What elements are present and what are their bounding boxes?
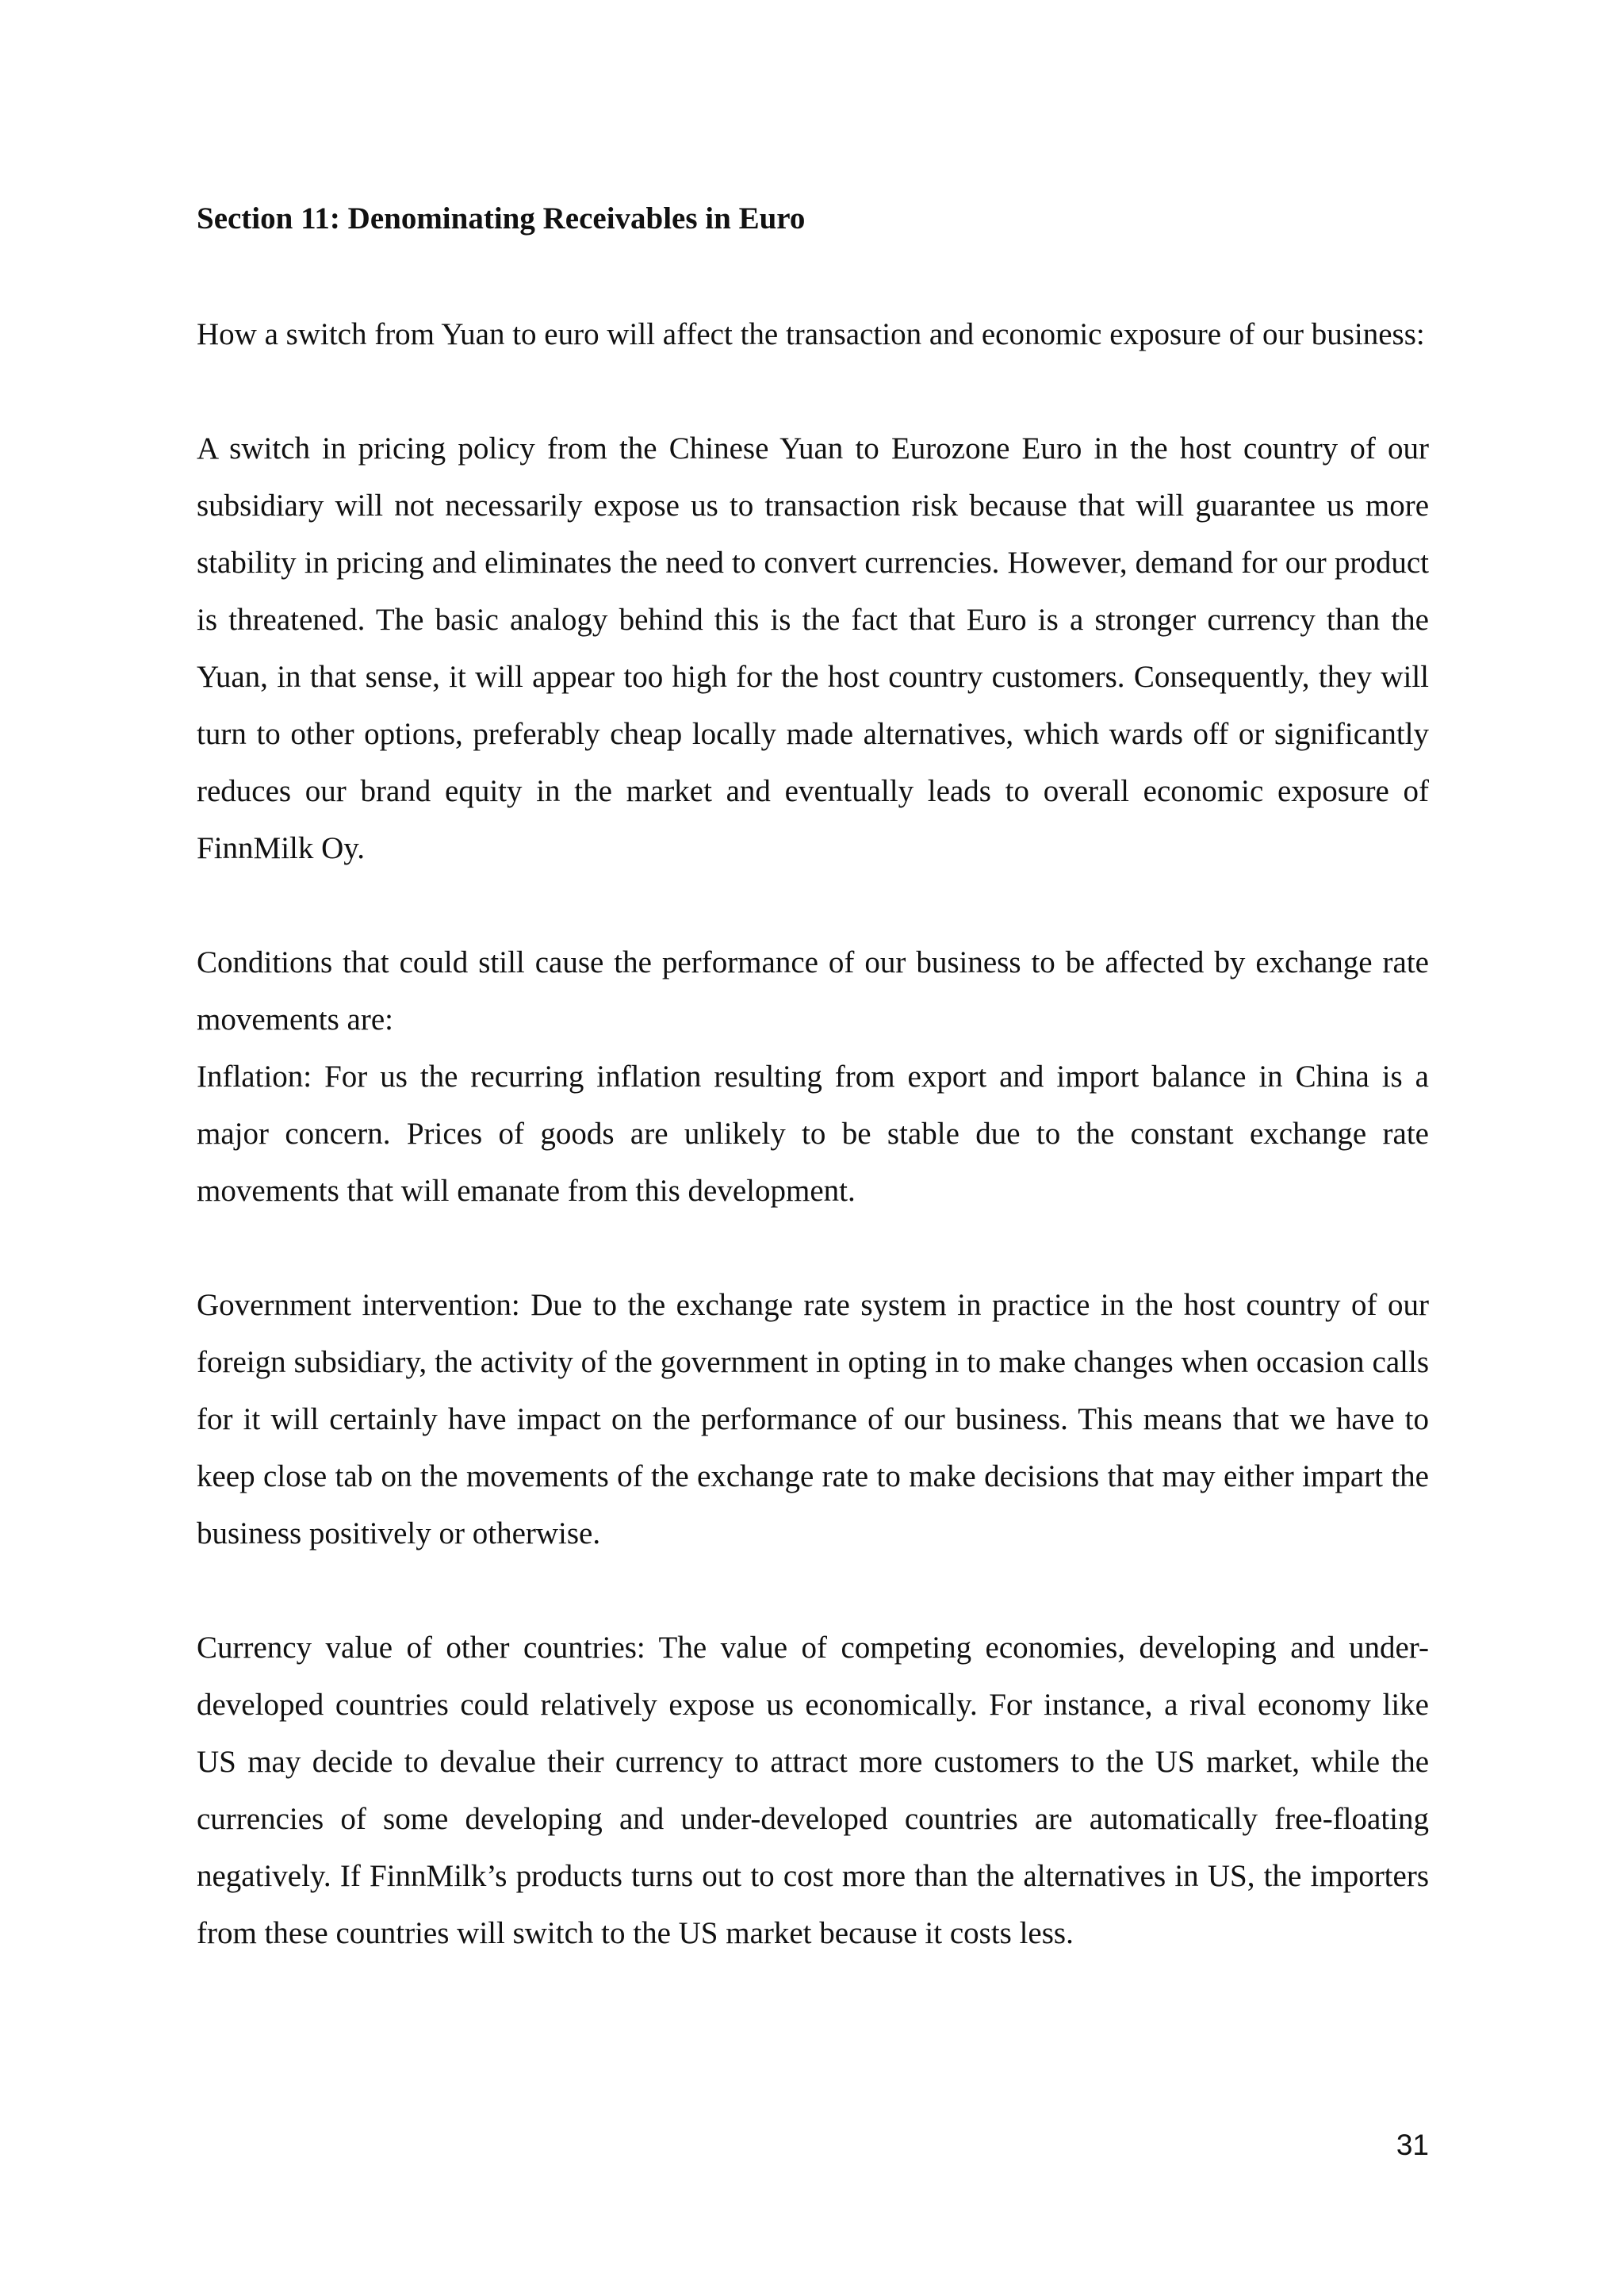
paragraph-pricing-switch: A switch in pricing policy from the Chinese Yuan to Eurozone Euro in the host country of our subsidiary will not necessarily expose us to transaction risk because that will guarantee us more stability in pricing and eliminates the need to convert currencies. However, demand for our product is threatened. The basic analogy behind this is the fact that Euro is a stronger currency than the Yuan, in that sense, it will appear too high for the host country customers. Consequently, they will turn to other options, preferably cheap locally made alternatives, which wards off or significantly reduces our brand equity in the market and eventually leads to overall economic exposure of FinnMilk Oy.	[197, 431, 1429, 865]
page-content	[197, 195, 1429, 1962]
paragraph-inflation: Inflation: For us the recurring inflation resulting from export and import balance in China is a major concern. Prices of goods are unlikely to be stable due to the constant exchange rate movements that will emanate from this development.	[197, 1060, 1429, 1208]
paragraph-intro-question: How a switch from Yuan to euro will affect the transaction and economic exposure of our business:	[197, 317, 1425, 351]
paragraph-currency-value: Currency value of other countries: The value of competing economies, developing and under-developed countries could relatively expose us economically. For instance, a rival economy like US may decide to devalue their currency to attract more customers to the US market, while the currencies of some developing and under-developed countries are automatically free-floating negatively. If FinnMilk’s products turns out to cost more than the alternatives in US, the importers from these countries will switch to the US market because it costs less.	[197, 1631, 1429, 1950]
page-number: 31	[1396, 2129, 1429, 2161]
paragraph-conditions-intro: Conditions that could still cause the performance of our business to be affected by exchange rate movements are:	[197, 945, 1429, 1037]
section-heading: Section 11: Denominating Receivables in Euro	[197, 201, 806, 236]
paragraph-government-intervention: Government intervention: Due to the exchange rate system in practice in the host country of our foreign subsidiary, the activity of the government in opting in to make changes when occasion calls for it will certainly have impact on the performance of our business. This means that we have to keep close tab on the movements of the exchange rate to make decisions that may either impart the business positively or otherwise.	[197, 1288, 1429, 1550]
